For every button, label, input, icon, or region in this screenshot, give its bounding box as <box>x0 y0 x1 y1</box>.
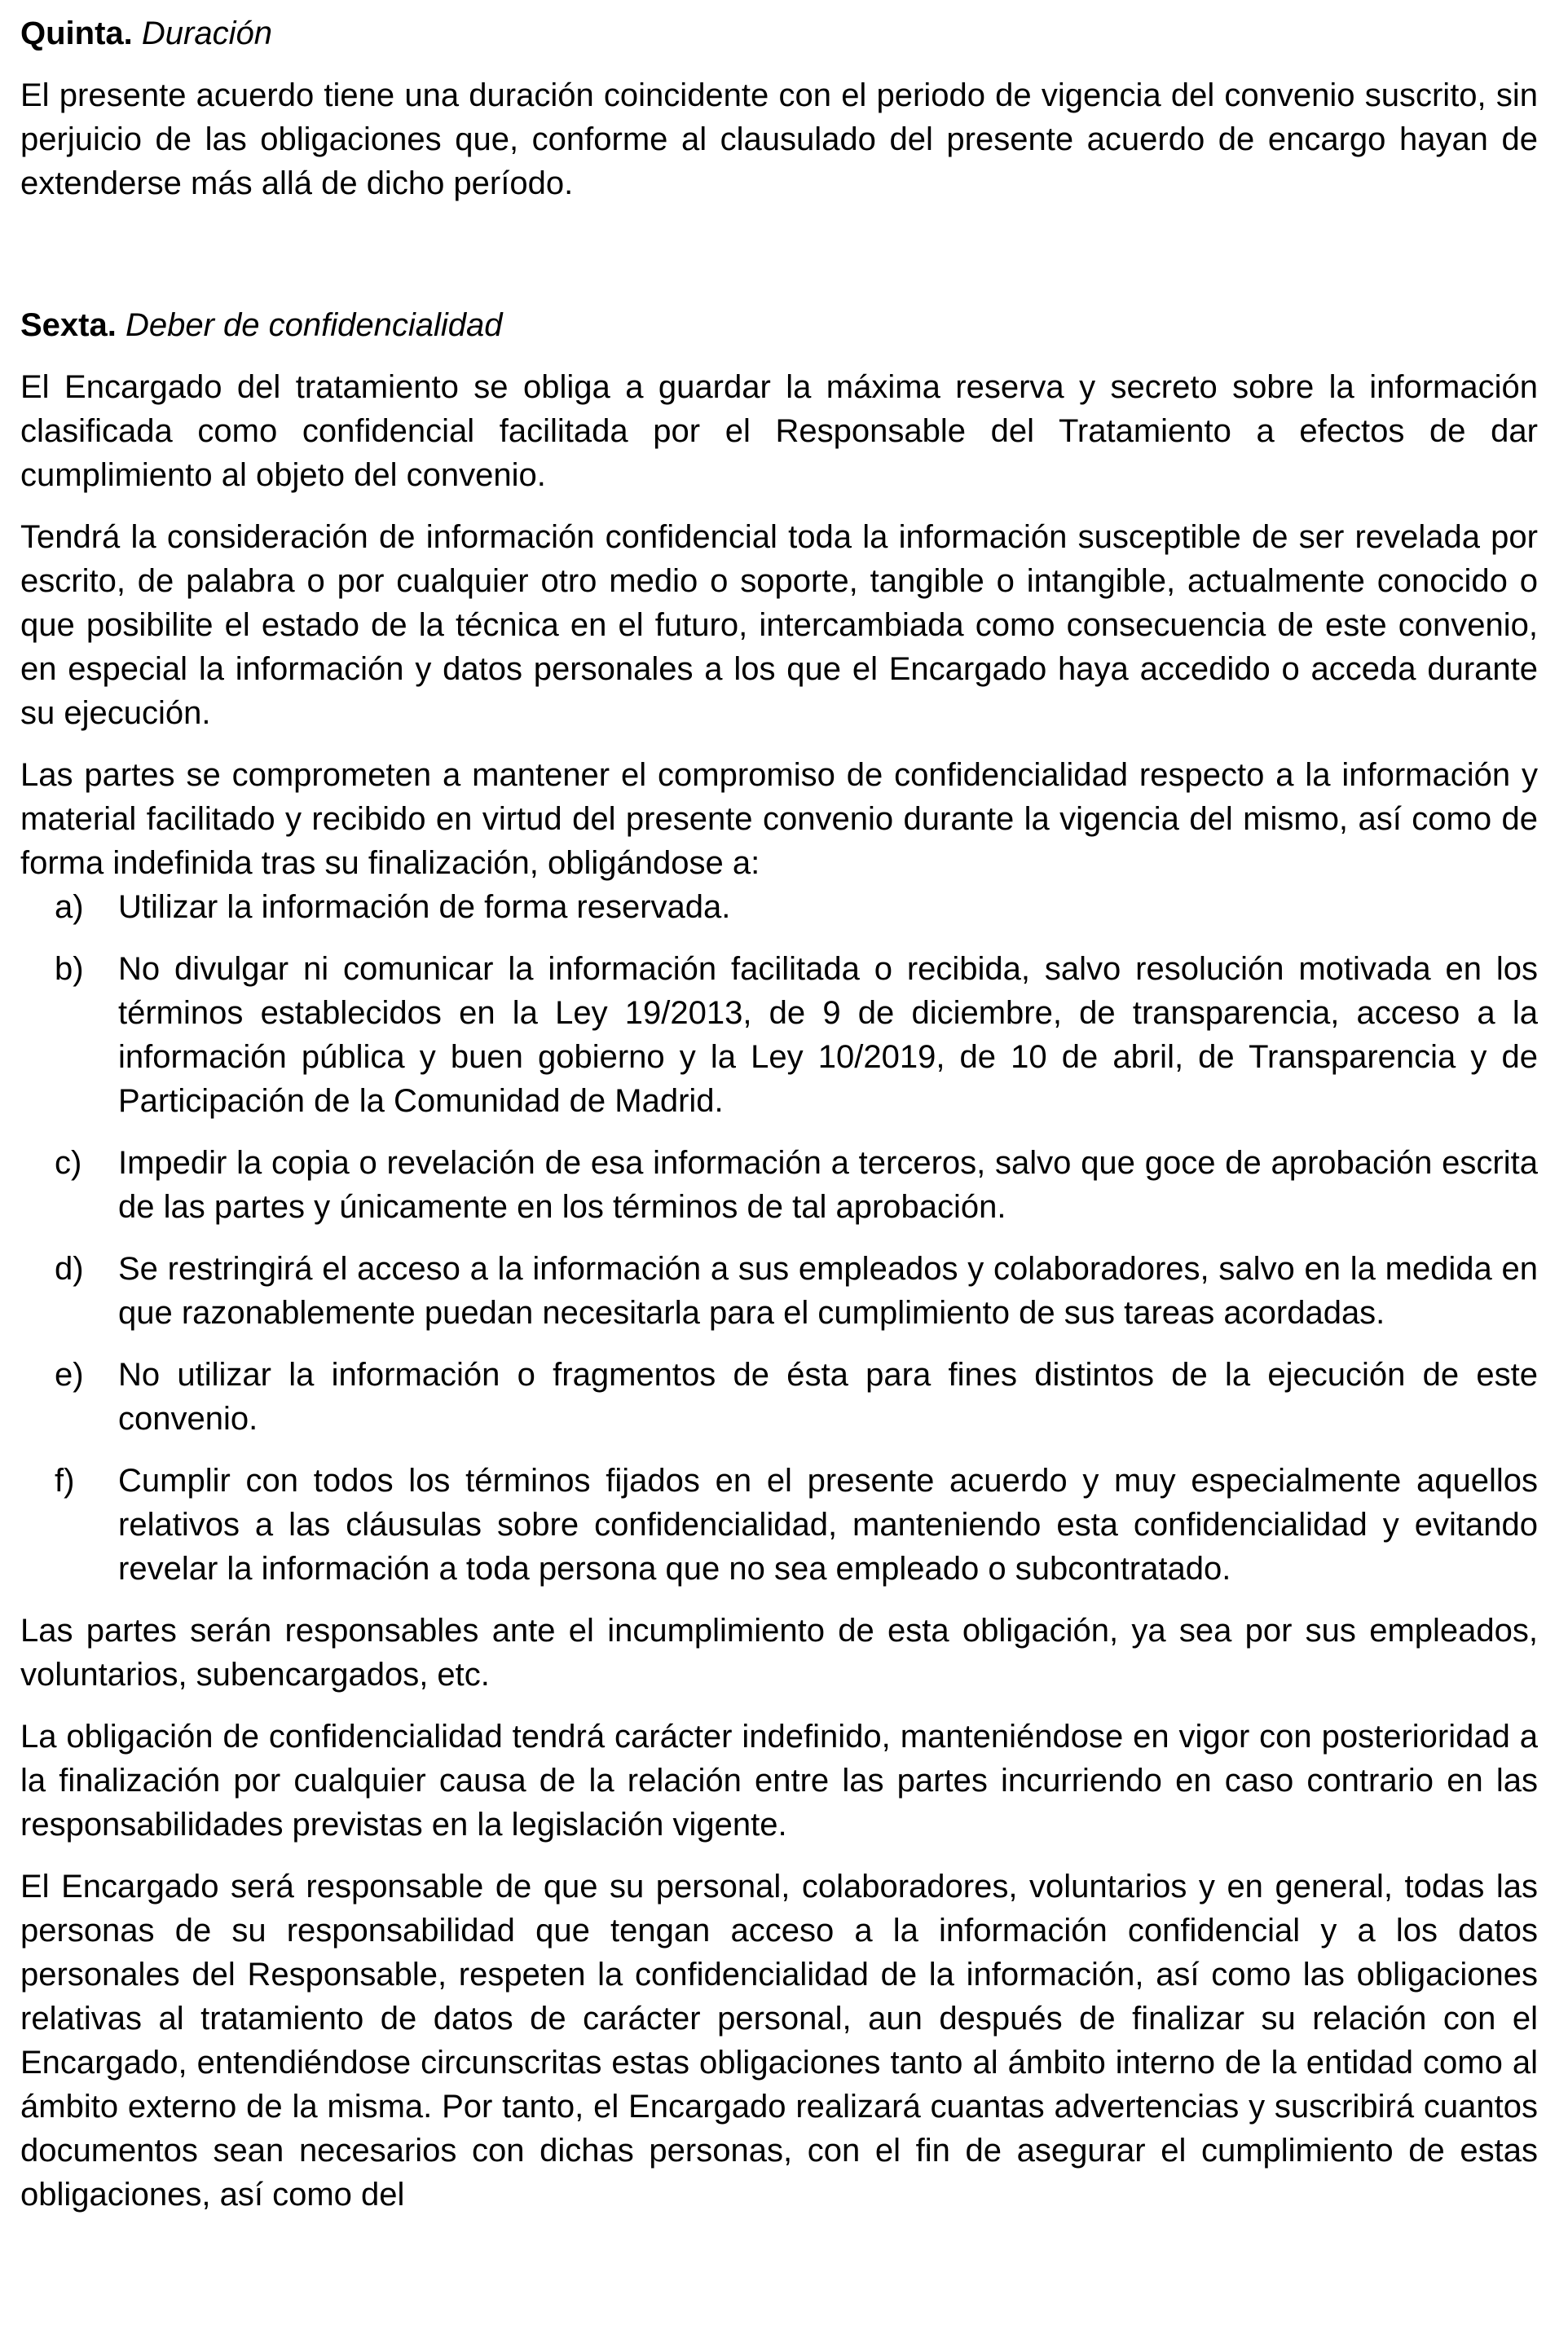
paragraph: El presente acuerdo tiene una duración coincidente con el periodo de vigencia del convenio suscrito, sin perjuicio de las obligaciones que, conforme al clausulado del presente acuerdo de encargo hayan de extenderse más allá de dicho período. <box>20 77 1538 201</box>
paragraph: El Encargado del tratamiento se obliga a guardar la máxima reserva y secreto sobre la información clasificada como confidencial facilitada por el Responsable del Tratamiento a efectos de dar cumplimiento al objeto del convenio. <box>20 369 1538 493</box>
list-marker: a) <box>55 889 84 925</box>
list-text: No divulgar ni comunicar la información facilitada o recibida, salvo resolución motivada en los términos establecidos en la Ley 19/2013, de 9 de diciembre, de transparencia, acceso a la información pública y buen gobierno y la Ley 10/2019, de 10 de abril, de Transparencia y de Participación de la Comunidad de Madrid. <box>118 951 1538 1119</box>
paragraph: La obligación de confidencialidad tendrá carácter indefinido, manteniéndose en vigor con posterioridad a la finalización por cualquier causa de la relación entre las partes incurriendo en caso contrario en las responsabilidades previstas en la legislación vigente. <box>20 1719 1538 1843</box>
obligations-list <box>20 885 1538 1591</box>
document-page <box>20 0 1538 2217</box>
section-heading-quinta <box>20 11 1538 55</box>
paragraph: Tendrá la consideración de información confidencial toda la información susceptible de ser revelada por escrito, de palabra o por cualquier otro medio o soporte, tangible o intangible, actualmente conocido o que posibilite el estado de la técnica en el futuro, intercambiada como consecuencia de este convenio, en especial la información y datos personales a los que el Encargado haya accedido o acceda durante su ejecución. <box>20 519 1538 731</box>
list-item <box>20 947 1538 1123</box>
list-item <box>20 1247 1538 1335</box>
list-text: Impedir la copia o revelación de esa información a terceros, salvo que goce de aprobación escrita de las partes y únicamente en los términos de tal aprobación. <box>118 1145 1538 1225</box>
section-label: Sexta. <box>20 307 117 343</box>
list-marker: e) <box>55 1357 84 1393</box>
list-text: Se restringirá el acceso a la información a sus empleados y colaboradores, salvo en la medida en que razonablemente puedan necesitarla para el cumplimiento de sus tareas acordadas. <box>118 1251 1538 1331</box>
section-label: Quinta. <box>20 15 133 51</box>
list-text: No utilizar la información o fragmentos de ésta para fines distintos de la ejecución de este convenio. <box>118 1357 1538 1437</box>
list-item <box>20 1353 1538 1441</box>
list-item <box>20 1459 1538 1591</box>
list-text: Cumplir con todos los términos fijados en el presente acuerdo y muy especialmente aquellos relativos a las cláusulas sobre confidencialidad, manteniendo esta confidencialidad y evitando revelar la información a toda persona que no sea empleado o subcontratado. <box>118 1463 1538 1587</box>
list-marker: c) <box>55 1145 82 1181</box>
list-item <box>20 885 1538 929</box>
section-title: Duración <box>141 15 272 51</box>
list-marker: d) <box>55 1251 84 1287</box>
list-marker: b) <box>55 951 84 987</box>
paragraph: Las partes se comprometen a mantener el compromiso de confidencialidad respecto a la información y material facilitado y recibido en virtud del presente convenio durante la vigencia del mismo, así como de forma indefinida tras su finalización, obligándose a: <box>20 757 1538 881</box>
list-item <box>20 1141 1538 1229</box>
section-title: Deber de confidencialidad <box>125 307 503 343</box>
paragraph: Las partes serán responsables ante el incumplimiento de esta obligación, ya sea por sus empleados, voluntarios, subencargados, etc. <box>20 1613 1538 1693</box>
section-heading-sexta <box>20 303 1538 347</box>
list-text: Utilizar la información de forma reservada. <box>118 889 731 925</box>
list-marker: f) <box>55 1463 75 1499</box>
paragraph: El Encargado será responsable de que su personal, colaboradores, voluntarios y en general, todas las personas de su responsabilidad que tengan acceso a la información confidencial y a los datos personales del Responsable, respeten la confidencialidad de la información, así como las obligaciones relativas al tratamiento de datos de carácter personal, aun después de finalizar su relación con el Encargado, entendiéndose circunscritas estas obligaciones tanto al ámbito interno de la entidad como al ámbito externo de la misma. Por tanto, el Encargado realizará cuantas advertencias y suscribirá cuantos documentos sean necesarios con dichas personas, con el fin de asegurar el cumplimiento de estas obligaciones, así como del <box>20 1869 1538 2213</box>
